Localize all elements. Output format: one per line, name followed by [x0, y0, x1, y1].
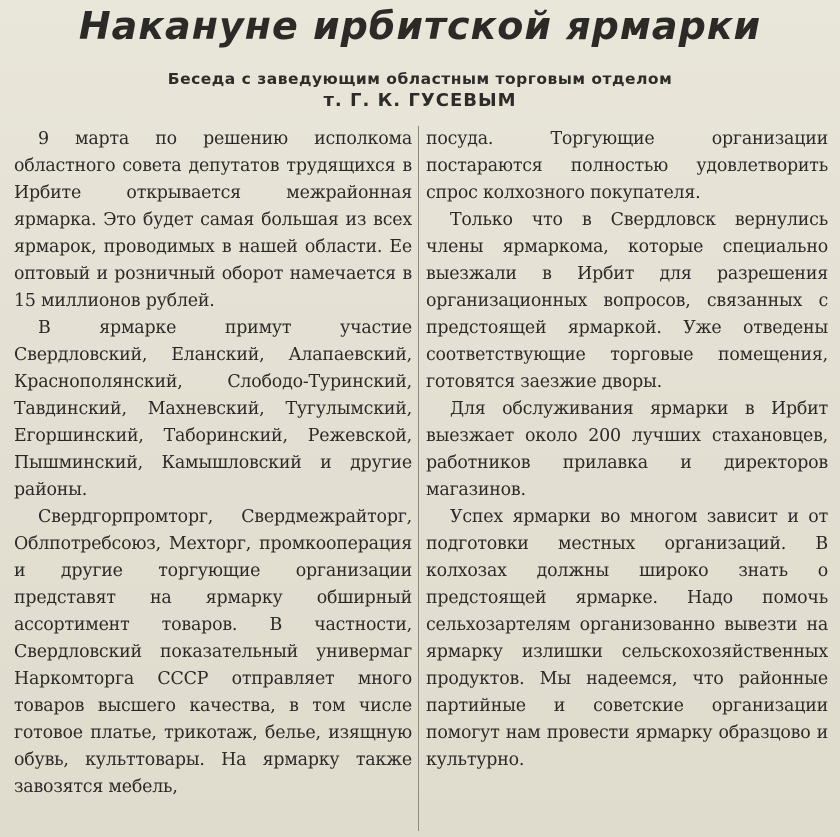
article-headline: Накануне ирбитской ярмарки — [78, 4, 762, 48]
paragraph: Только что в Свердловск вернулись члены ярмаркома, которые специально выезжали в Ирбит для разрешения организационных вопросов, связанных с предстоящей ярмаркой. Уже отведены соответствующие торговые помещения, готовятся заезжие дворы. — [426, 210, 828, 392]
article-subheadline: Беседа с заведующим областным торговым отделом — [167, 70, 673, 88]
paragraph: Успех ярмарки во многом зависит и от подготовки местных организаций. В колхозах должны широко знать о предстоящей ярмарке. Надо помочь сельхозартелям организованно вывезти на ярмарку излишки сельскохозяйственных продуктов. Мы надеемся, что районные партийные и советские организации помогут нам провести ярмарку образцово и культурно. — [426, 507, 828, 770]
column-divider — [418, 126, 419, 831]
paragraph: Свердгорпромторг, Свердмежрайторг, Облпотребсоюз, Мехторг, промкооперация и другие торгующие организации представят на ярмарку обширный ассортимент товаров. В частности, Свердловский показательный универмаг Наркомторга СССР отправляет много товаров высшего качества, в том числе готовое платье, трикотаж, белье, изящную обувь, культтовары. На ярмарку также завозятся мебель, — [14, 507, 412, 797]
text-column-left — [14, 126, 412, 801]
paragraph: 9 марта по решению исполкома областного совета депутатов трудящихся в Ирбите открывается межрайонная ярмарка. Это будет самая большая из всех ярмарок, проводимых в нашей области. Ее оптовый и розничный оборот намечается в 15 миллионов рублей. — [14, 129, 412, 311]
text-column-right — [426, 126, 828, 774]
paragraph: посуда. Торгующие организации постараются полностью удовлетворить спрос колхозного покупателя. — [426, 129, 828, 203]
paragraph: Для обслуживания ярмарки в Ирбит выезжает около 200 лучших стахановцев, работников прилавка и директоров магазинов. — [426, 399, 828, 500]
paragraph: В ярмарке примут участие Свердловский, Еланский, Алапаевский, Краснополянский, Слободо-Туринский, Тавдинский, Махневский, Тугулымский, Егоршинский, Таборинский, Режевской, Пышминский, Камышловский и другие районы. — [14, 318, 412, 500]
interviewee-name: т. Г. К. ГУСЕВЫМ — [323, 90, 517, 111]
